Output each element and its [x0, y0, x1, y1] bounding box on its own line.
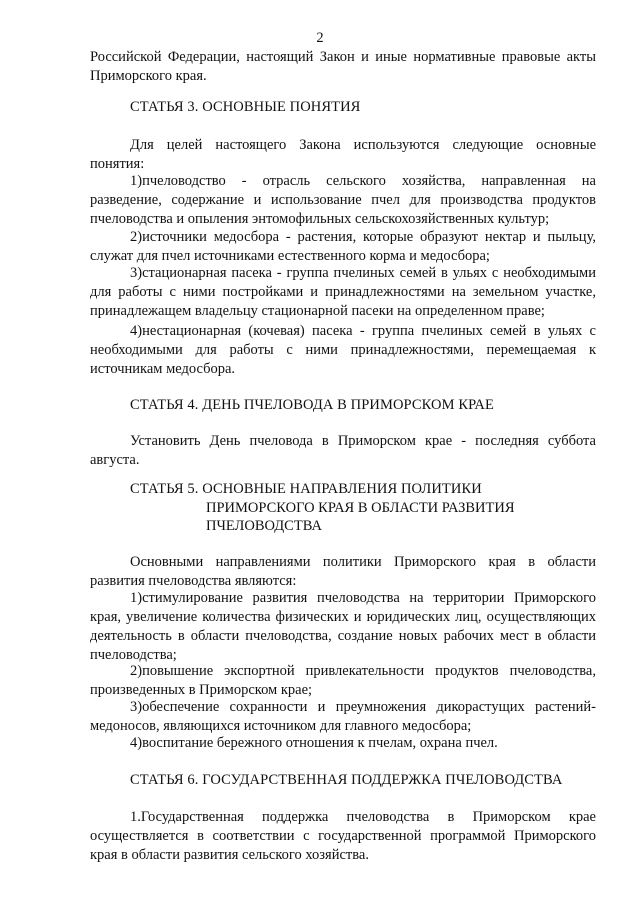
intro-paragraph: Российской Федерации, настоящий Закон и иные нормативные правовые акты Приморского края.	[90, 49, 596, 84]
article-3-item-1: 1)пчеловодство - отрасль сельского хозяйства, направленная на разведение, содержание и использование пчел для производства продуктов пчеловодства и опыления энтомофильных сельскохозяйственных культур;	[90, 173, 596, 227]
page-number: 2	[316, 30, 324, 46]
article-5-item-2: 2)повышение экспортной привлекательности продуктов пчеловодства, произведенных в Приморском крае;	[90, 663, 596, 698]
article-5-heading: СТАТЬЯ 5. ОСНОВНЫЕ НАПРАВЛЕНИЯ ПОЛИТИКИ	[130, 481, 482, 497]
article-4-text: Установить День пчеловода в Приморском крае - последняя суббота августа.	[90, 433, 596, 468]
article-5-heading-line-3: ПЧЕЛОВОДСТВА	[206, 518, 322, 534]
article-3-lead: Для целей настоящего Закона используются следующие основные понятия:	[90, 137, 596, 172]
article-3-item-3: 3)стационарная пасека - группа пчелиных семей в ульях с необходимыми для работы с ними постройками и принадлежностями на земельном участке, принадлежащем владельцу стационарной пасеки на определенном праве;	[90, 265, 596, 319]
article-3-item-4: 4)нестационарная (кочевая) пасека - группа пчелиных семей в ульях с необходимыми для работы с ними принадлежностями, перемещаемая к источникам медосбора.	[90, 323, 596, 377]
article-5-item-1: 1)стимулирование развития пчеловодства на территории Приморского края, увеличение количества физических и юридических лиц, осуществляющих деятельность в области пчеловодства, создание новых рабочих мест в области пчеловодства;	[90, 590, 596, 663]
article-5-heading-line-2: ПРИМОРСКОГО КРАЯ В ОБЛАСТИ РАЗВИТИЯ	[206, 500, 515, 516]
article-3-heading: СТАТЬЯ 3. ОСНОВНЫЕ ПОНЯТИЯ	[130, 99, 361, 115]
article-6-heading: СТАТЬЯ 6. ГОСУДАРСТВЕННАЯ ПОДДЕРЖКА ПЧЕЛОВОДСТВА	[130, 772, 563, 788]
article-4-heading: СТАТЬЯ 4. ДЕНЬ ПЧЕЛОВОДА В ПРИМОРСКОМ КРАЕ	[130, 397, 494, 413]
article-5-item-3: 3)обеспечение сохранности и преумножения дикорастущих растений-медоносов, являющихся источником для главного медосбора;	[90, 699, 596, 734]
article-3-item-2: 2)источники медосбора - растения, которые образуют нектар и пыльцу, служат для пчел источниками естественного корма и медосбора;	[90, 229, 596, 264]
article-6-text: 1.Государственная поддержка пчеловодства в Приморском крае осуществляется в соответствии с государственной программой Приморского края в области развития сельского хозяйства.	[90, 809, 596, 863]
article-5-lead: Основными направлениями политики Приморского края в области развития пчеловодства являются:	[90, 554, 596, 589]
article-5-item-4: 4)воспитание бережного отношения к пчелам, охрана пчел.	[130, 735, 498, 751]
